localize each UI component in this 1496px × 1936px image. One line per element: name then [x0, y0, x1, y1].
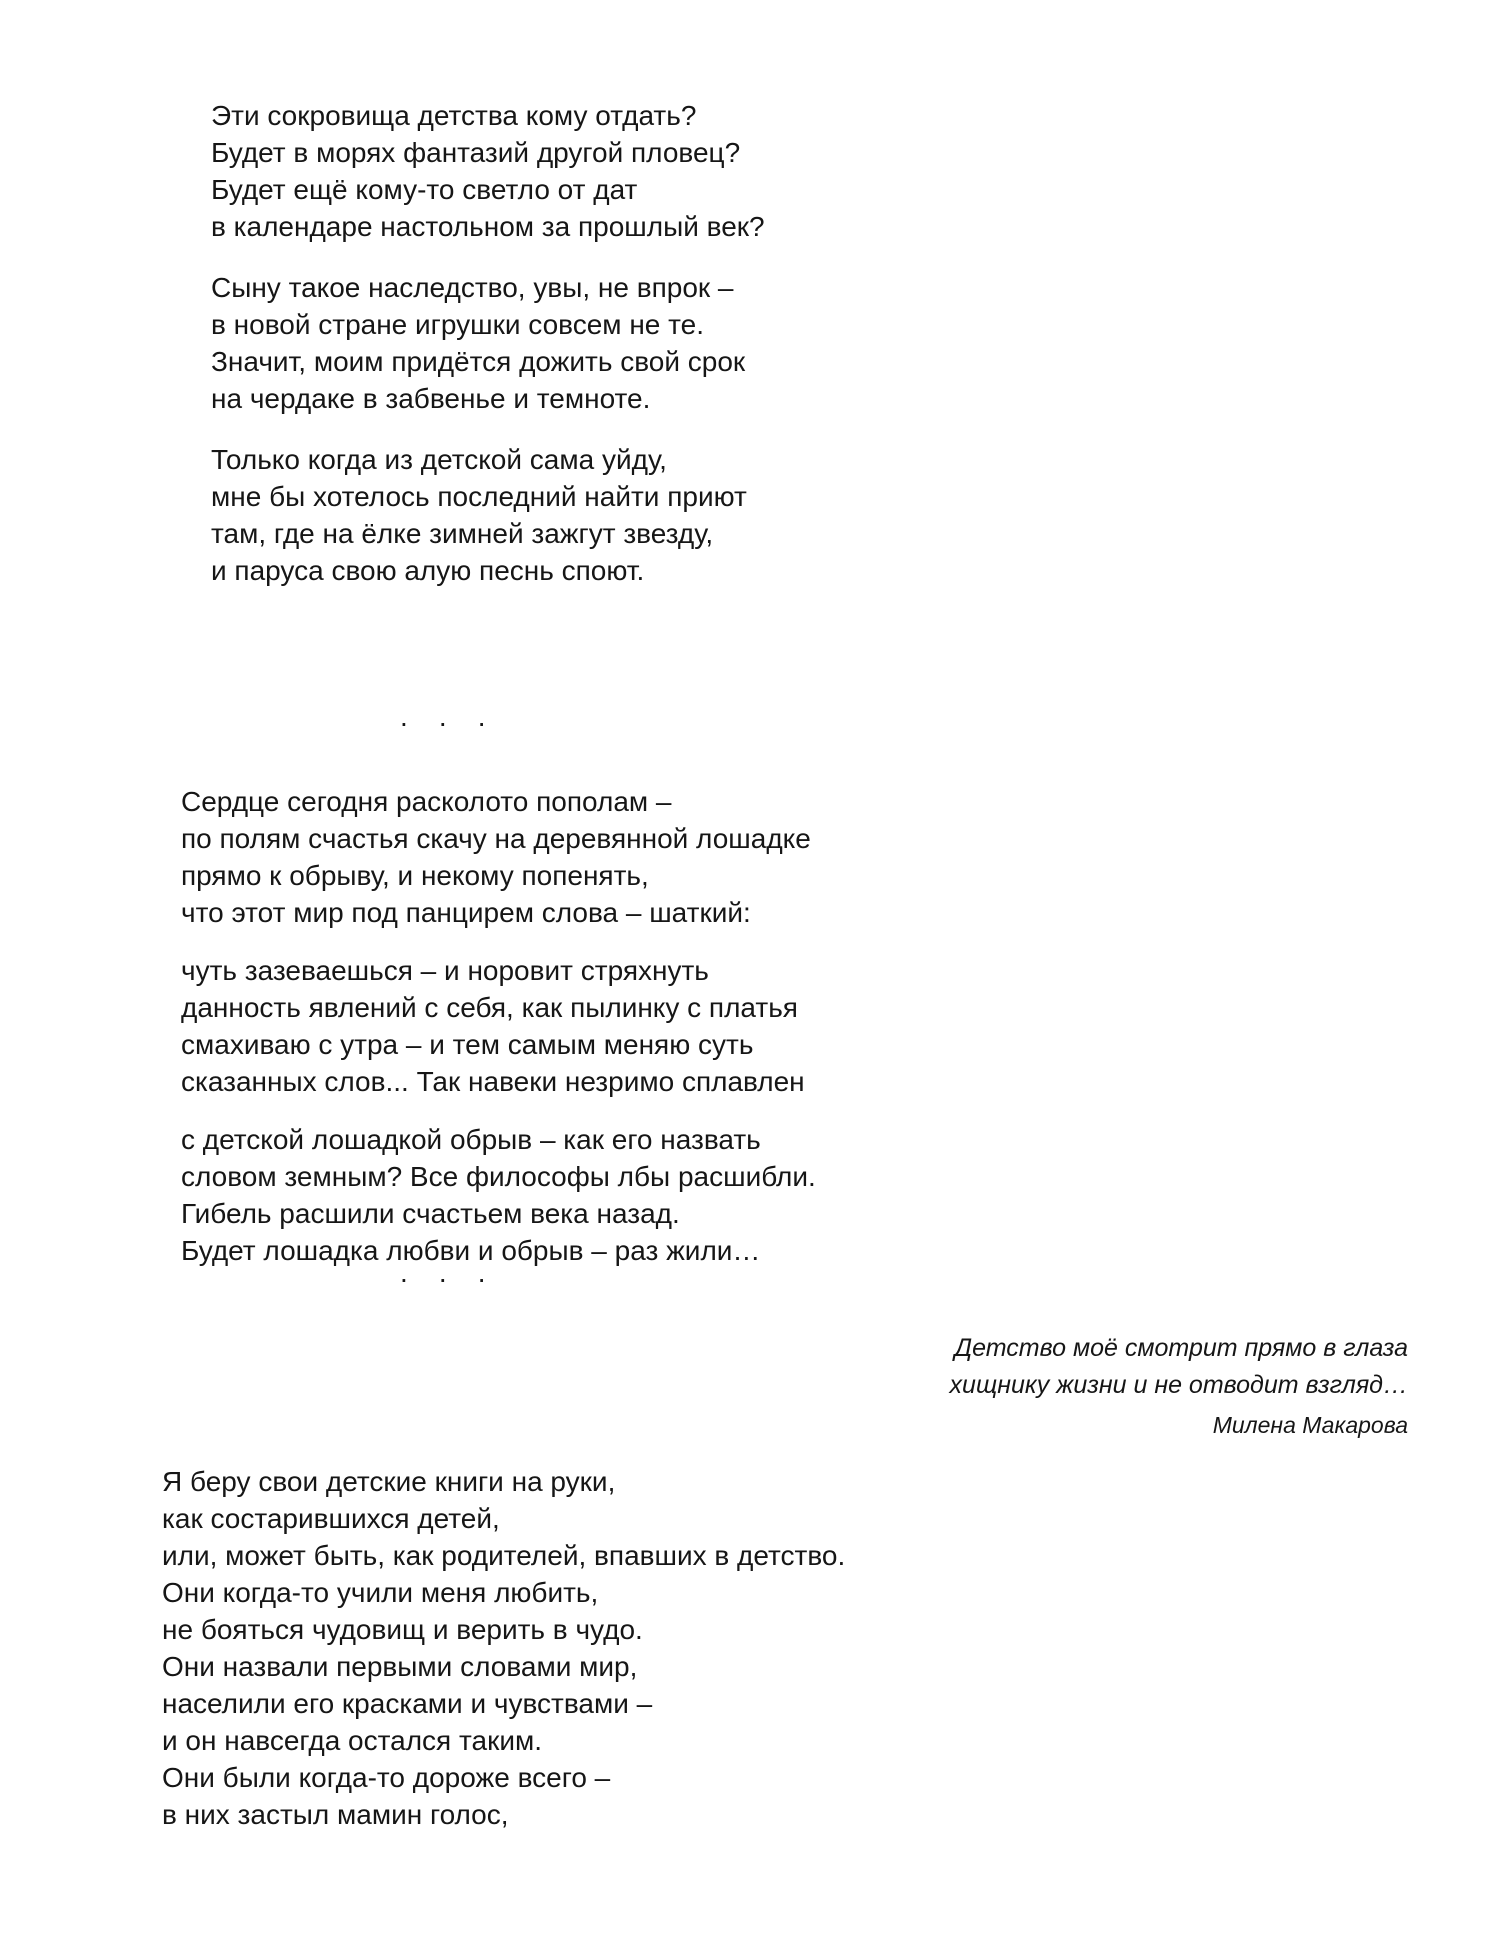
stanza: [162, 1463, 845, 1833]
epigraph: [950, 1330, 1408, 1444]
epigraph-line: Детство моё смотрит прямо в глаза: [954, 1334, 1408, 1362]
verse-line: Сердце сегодня расколото пополам –: [181, 786, 672, 817]
verse-line: что этот мир под панцирем слова – шаткий:: [181, 897, 751, 928]
verse-line: Будет ещё кому-то светло от дат: [211, 174, 638, 205]
verse-line: в них застыл мамин голос,: [162, 1799, 509, 1830]
verse-line: по полям счастья скачу на деревянной лошадке: [181, 823, 811, 854]
verse-line: и паруса свою алую песнь споют.: [211, 555, 645, 586]
verse-line: Они когда-то учили меня любить,: [162, 1577, 599, 1608]
verse-line: Гибель расшили счастьем века назад.: [181, 1198, 680, 1229]
verse-line: и он навсегда остался таким.: [162, 1725, 542, 1756]
verse-line: в календаре настольном за прошлый век?: [211, 211, 765, 242]
stanza: [211, 97, 765, 245]
verse-line: Эти сокровища детства кому отдать?: [211, 100, 697, 131]
verse-line: с детской лошадкой обрыв – как его назвать: [181, 1124, 761, 1155]
verse-line: Значит, моим придётся дожить свой срок: [211, 346, 746, 377]
verse-line: Только когда из детской сама уйду,: [211, 444, 667, 475]
section-separator-dots: . . .: [400, 701, 486, 732]
verse-line: там, где на ёлке зимней зажгут звезду,: [211, 518, 714, 549]
verse-line: сказанных слов... Так навеки незримо сплавлен: [181, 1066, 805, 1097]
verse-line: не бояться чудовищ и верить в чудо.: [162, 1614, 643, 1645]
verse-line: Они были когда-то дороже всего –: [162, 1762, 611, 1793]
verse-line: на чердаке в забвенье и темноте.: [211, 383, 651, 414]
verse-line: мне бы хотелось последний найти приют: [211, 481, 747, 512]
stanza: [181, 783, 816, 931]
verse-line: прямо к обрыву, и некому попенять,: [181, 860, 649, 891]
verse-line: в новой стране игрушки совсем не те.: [211, 309, 704, 340]
verse-line: населили его красками и чувствами –: [162, 1688, 653, 1719]
verse-line: данность явлений с себя, как пылинку с платья: [181, 992, 798, 1023]
stanza: [181, 952, 816, 1100]
verse-line: Они назвали первыми словами мир,: [162, 1651, 638, 1682]
verse-line: Я беру свои детские книги на руки,: [162, 1466, 616, 1497]
epigraph-line: хищнику жизни и не отводит взгляд…: [949, 1371, 1408, 1399]
epigraph-attribution: Милена Макарова: [1212, 1412, 1408, 1438]
stanza: [211, 269, 765, 417]
stanza: [181, 1121, 816, 1269]
verse-line: Будет лошадка любви и обрыв – раз жили…: [181, 1235, 761, 1266]
verse-line: Сыну такое наследство, увы, не впрок –: [211, 272, 734, 303]
poem-first: [211, 97, 765, 613]
verse-line: как состарившихся детей,: [162, 1503, 500, 1534]
verse-line: или, может быть, как родителей, впавших в детство.: [162, 1540, 846, 1571]
poem-second: [181, 783, 816, 1290]
verse-line: смахиваю с утра – и тем самым меняю суть: [181, 1029, 754, 1060]
verse-line: чуть зазеваешься – и норовит стряхнуть: [181, 955, 709, 986]
stanza: [211, 441, 765, 589]
section-separator-dots: . . .: [400, 1257, 486, 1288]
verse-line: Будет в морях фантазий другой пловец?: [211, 137, 741, 168]
poem-third: [162, 1463, 845, 1833]
verse-line: словом земным? Все философы лбы расшибли.: [181, 1161, 816, 1192]
